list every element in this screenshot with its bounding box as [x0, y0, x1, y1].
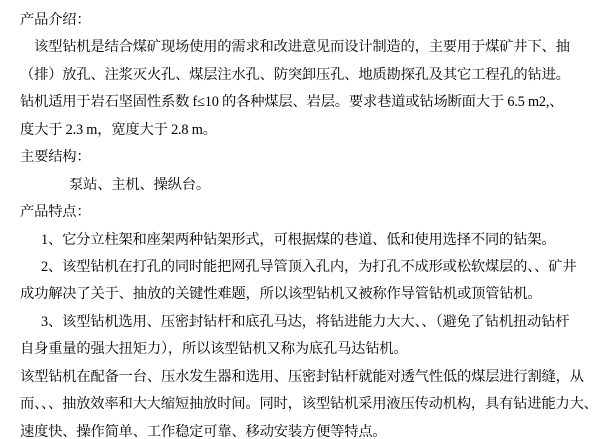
product-intro-line-2: （排）放孔、注浆灭火孔、煤层注水孔、防突卸压孔、地质勘探孔及其它工程孔的钻进。 — [20, 66, 570, 83]
feature-summary-line-1: 该型钻机在配备一台、压水发生器和选用、压密封钻杆就能对透气性低的煤层进行割缝，从 — [20, 368, 584, 385]
section-title-features: 产品特点： — [20, 204, 91, 221]
main-structure-content: 泵站、主机、操纵台。 — [69, 176, 210, 193]
feature-item-3-line-1: 3、该型钻机选用、压密封钻杆和底孔马达，将钻进能力大大、、（避免了钻机扭动钻杆 — [41, 313, 570, 330]
feature-summary-line-2: 而、、、抽放效率和大大缩短抽放时间。同时，该型钻机采用液压传动机构，具有钻进能力大、 — [20, 396, 598, 413]
section-title-product-intro: 产品介绍： — [20, 12, 91, 28]
product-intro-line-1: 该型钻机是结合煤矿现场使用的需求和改进意见而设计制造的，主要用于煤矿井下、抽 — [34, 39, 570, 56]
feature-summary-line-3: 速度快、操作简单、工作稳定可靠、移动安装方便等特点。 — [20, 423, 387, 439]
feature-item-2-line-2: 成功解决了关于、抽放的关键性难题，所以该型钻机又被称作导管钻机或顶管钻机。 — [20, 286, 542, 303]
feature-item-2-line-1: 2、该型钻机在打孔的同时能把网孔导管顶入孔内，为打孔不成形或松软煤层的、、矿井 — [41, 258, 577, 275]
feature-item-1: 1、它分立柱架和座架两种钻架形式，可根据煤的巷道、低和使用选择不同的钻架。 — [41, 231, 556, 248]
product-intro-line-3: 钻机适用于岩石坚固性系数 f≤10 的各种煤层、岩层。要求巷道或钻场断面大于 6.5 m2,、 — [20, 94, 564, 111]
product-intro-line-4: 度大于 2.3 m，宽度大于 2.8 m。 — [20, 121, 217, 138]
section-title-main-structure: 主要结构： — [20, 149, 91, 166]
feature-item-3-line-2: 自身重量的强大扭矩力），所以该型钻机又称为底孔马达钻机。 — [20, 341, 408, 358]
